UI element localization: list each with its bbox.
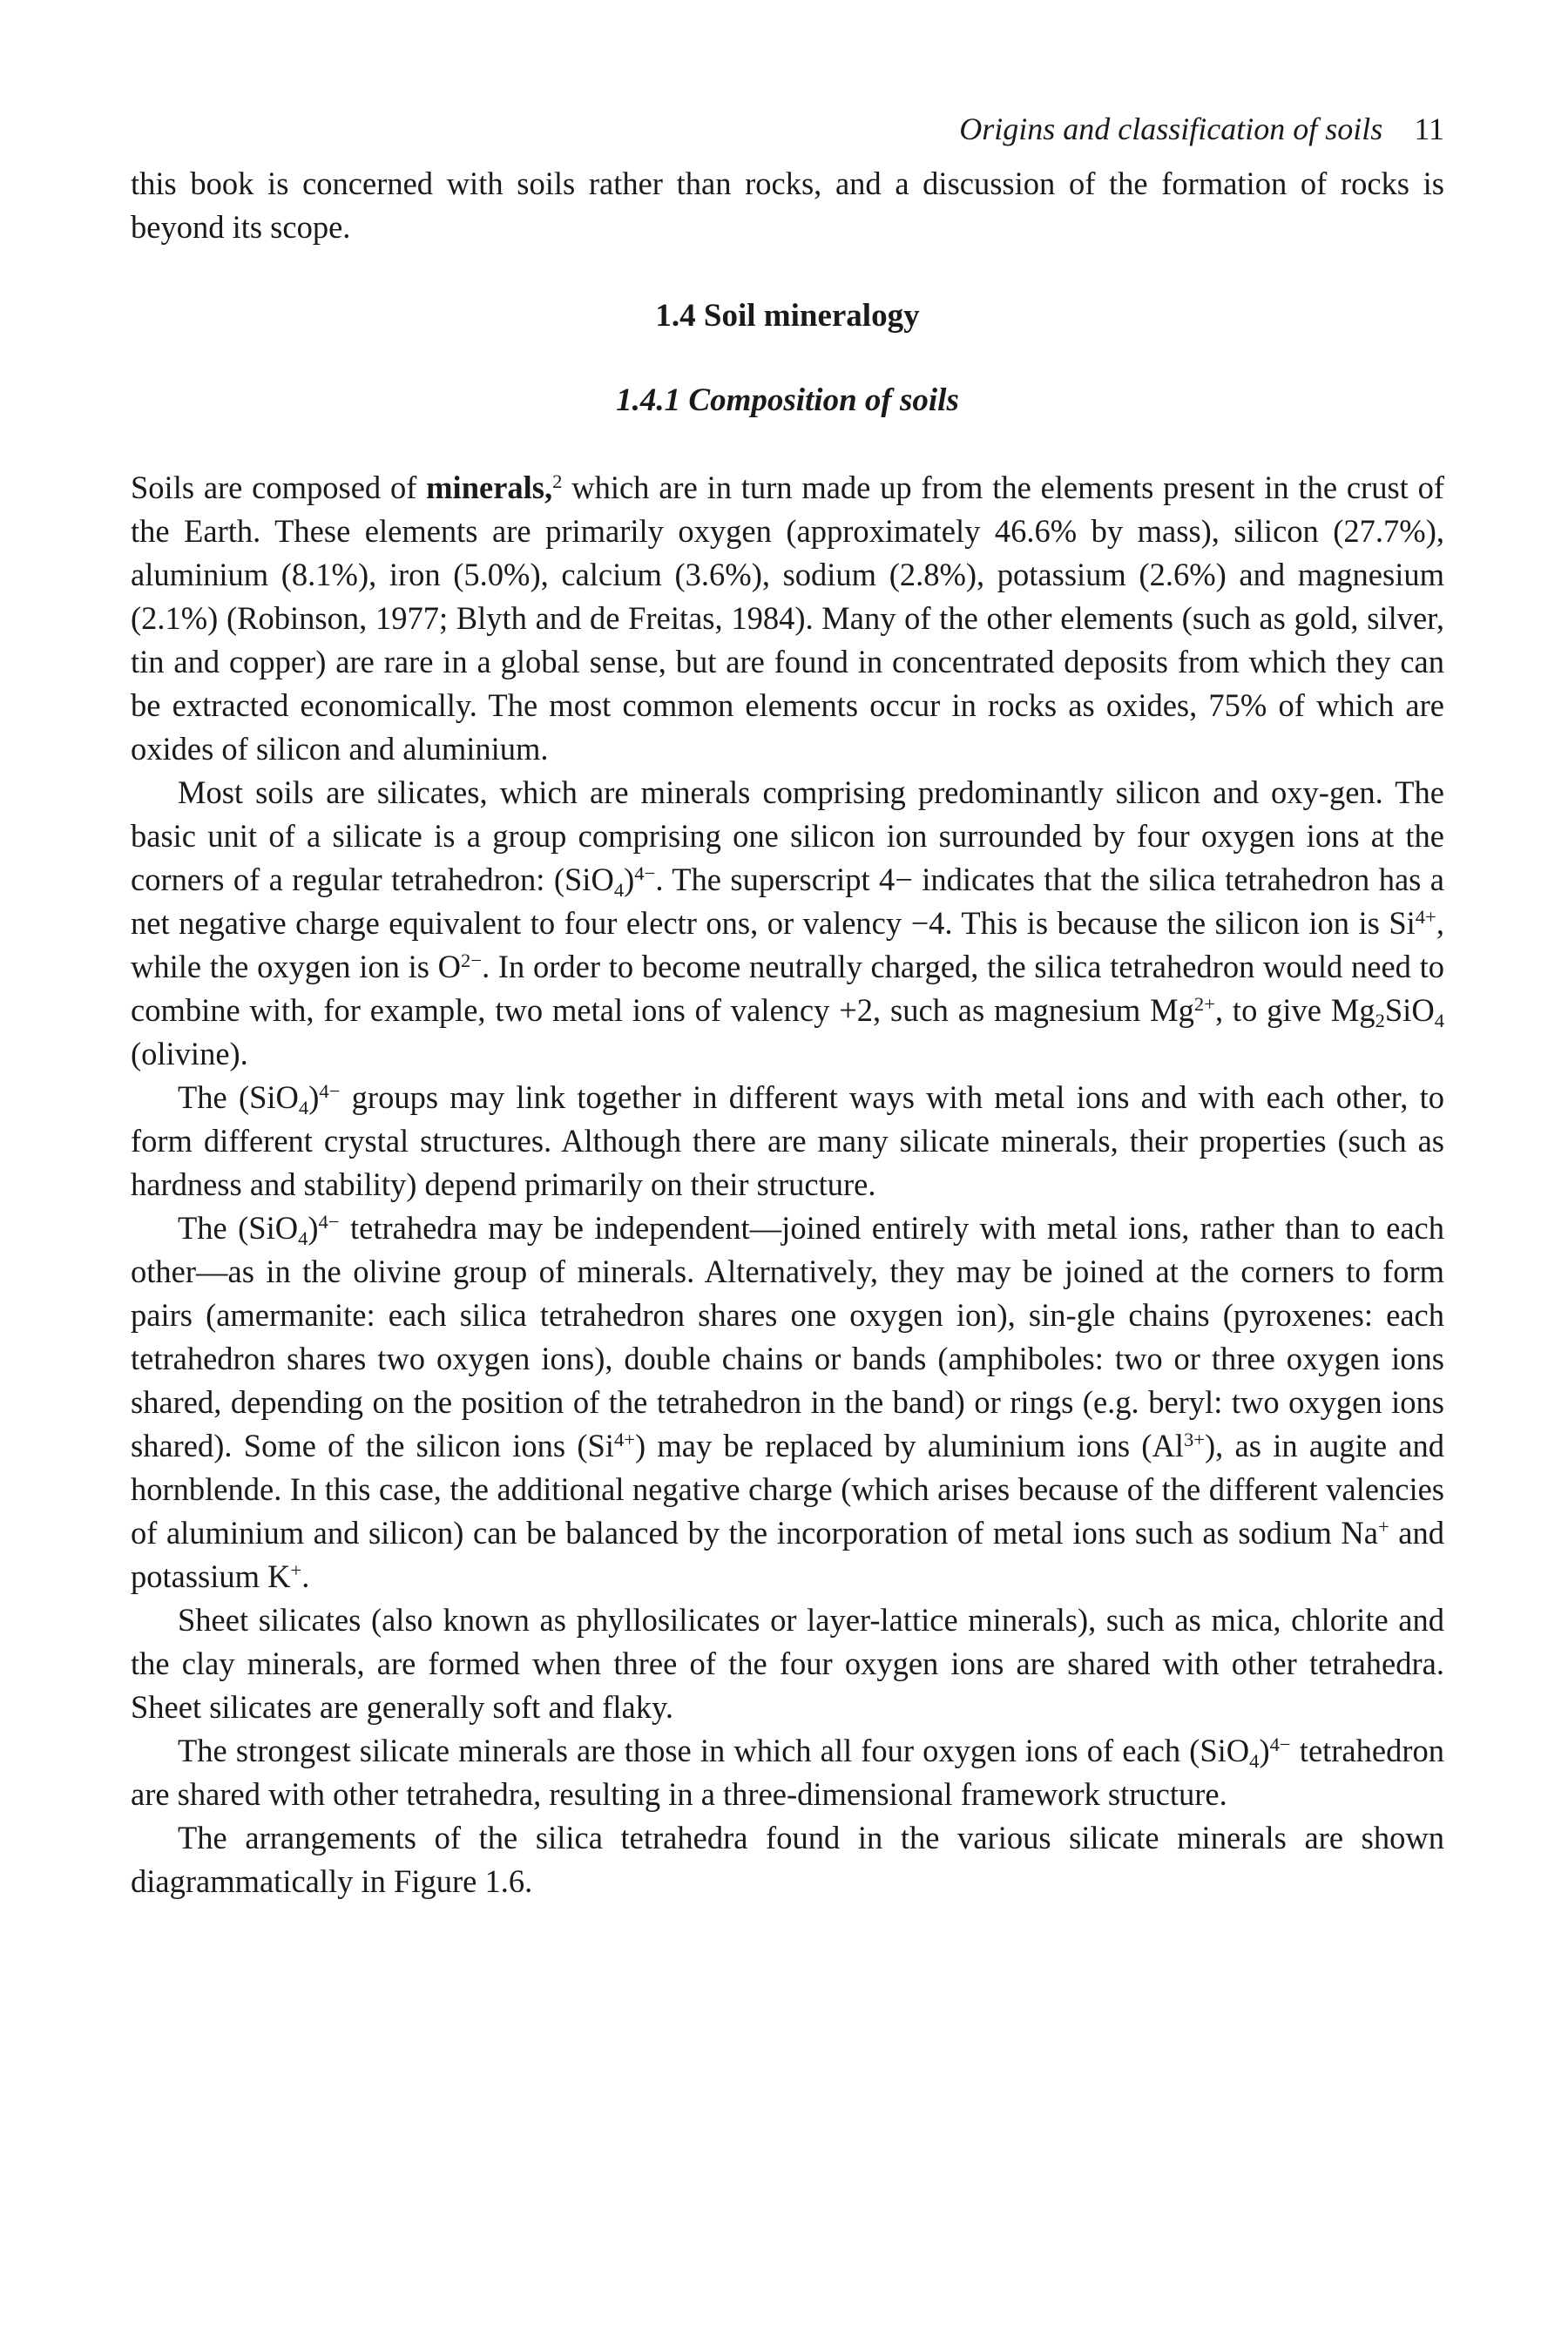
p6-sup: 4− — [1269, 1733, 1291, 1755]
paragraph-figure-reference: The arrangements of the silica tetrahedra found in the various silicate minerals are shown diagrammatically in Figure 1.6. — [131, 1820, 1444, 1899]
p6-text: ) — [1259, 1733, 1270, 1768]
paragraph-linking — [131, 1076, 1444, 1206]
p4-text: ) may be replaced by aluminium ions (Al — [635, 1428, 1184, 1463]
p3-text: groups may link together in different ways with metal ions and with each other, to form different crystal structures. Although there are many silicate minerals, their properties (such as hardness and stability) depend primarily on their structure. — [131, 1079, 1444, 1202]
section-heading: 1.4 Soil mineralogy — [655, 298, 920, 334]
p1-lead: Soils are composed of — [131, 470, 427, 505]
p6-text: tetrahedron are shared with other tetrahedra, resulting in a three-dimensional framework structure. — [131, 1733, 1444, 1812]
p6-text: The strongest silicate minerals are those in which all four oxygen ions of each (SiO — [178, 1733, 1250, 1768]
p4-sub: 4 — [298, 1227, 308, 1249]
p4-text: ), as in augite and hornblende. In this case, the additional negative charge (which arises because of the different valencies of aluminium and silicon) can be balanced by the incorporation of metal ions such as sodium Na — [131, 1428, 1444, 1551]
paragraph-framework — [131, 1729, 1444, 1816]
p3-sup: 4− — [319, 1079, 341, 1102]
p2-sup: 2− — [461, 949, 483, 971]
p2-sup: 2+ — [1193, 992, 1215, 1015]
p2-sub: 2 — [1375, 1009, 1385, 1031]
p4-sup: 3+ — [1183, 1428, 1206, 1450]
p4-text: and potassium K — [131, 1515, 1444, 1594]
p4-sup: + — [1377, 1515, 1389, 1538]
p4-sup: + — [290, 1558, 302, 1581]
p2-text: . The superscript 4− indicates that the silica tetrahedron has a net negative charge equivalent to four electr ons, or valency −4. This is because the silicon ion is Si — [131, 862, 1444, 941]
p2-text: SiO — [1384, 992, 1435, 1028]
p2-text: . In order to become neutrally charged, the silica tetrahedron would need to combine with, for example, two metal ions of valency +2, such as magnesium Mg — [131, 949, 1444, 1028]
p2-sub: 4 — [1434, 1009, 1444, 1031]
subsection-heading: 1.4.1 Composition of soils — [616, 382, 959, 418]
p2-text: Most soils are silicates, which are minerals comprising predominantly silicon and oxy-gen. The basic unit of a silicate is a group comprising one silicon ion surrounded by four oxygen ions at the corners of a regular tetrahedron: (SiO — [131, 774, 1444, 897]
paragraph-composition — [131, 466, 1444, 771]
paragraph-tetrahedra — [131, 1206, 1444, 1598]
p2-text: ) — [624, 862, 635, 897]
p4-sup: 4− — [318, 1210, 340, 1233]
footnote-ref: 2 — [552, 470, 563, 492]
p2-sup: 4+ — [1415, 905, 1436, 928]
p4-text: . — [301, 1558, 310, 1594]
term-minerals: minerals, — [426, 470, 553, 505]
p2-text: , while the oxygen ion is O — [131, 905, 1444, 984]
p2-sub: 4 — [613, 878, 625, 901]
book-page — [131, 112, 1444, 1903]
p2-sup: 4− — [634, 862, 656, 884]
p3-text: ) — [308, 1079, 320, 1115]
running-head — [131, 112, 1444, 146]
page-number: 11 — [1414, 112, 1444, 146]
paragraph-silicates — [131, 771, 1444, 1076]
running-head-title: Origins and classification of soils — [959, 112, 1383, 146]
p4-text: The (SiO — [178, 1210, 299, 1246]
p4-text: tetrahedra may be independent—joined entirely with metal ions, rather than to each other—as in the olivine group of minerals. Alternatively, they may be joined at the corners to form pairs (amermanite: each silica tetrahedron shares one oxygen ion), sin-gle chains (pyroxenes: each tetrahedron shares two oxygen ions), double chains or bands (amphiboles: two or three oxygen ions shared, depending on the position of the tetrahedron in the band) or rings (e.g. beryl: two oxygen ions shared). Some of the silicon ions (Si — [131, 1210, 1444, 1463]
p3-text: The (SiO — [178, 1079, 299, 1115]
p2-text: (olivine). — [131, 1036, 248, 1071]
p4-sup: 4+ — [613, 1428, 636, 1450]
p3-sub: 4 — [298, 1096, 309, 1119]
p6-sub: 4 — [1249, 1749, 1260, 1772]
p2-text: , to give Mg — [1214, 992, 1375, 1028]
p1-rest: which are in turn made up from the elements present in the crust of the Earth. These elements are primarily oxygen (approximately 46.6% by mass), silicon (27.7%), aluminium (8.1%), iron (5.0%), calcium (3.6%), sodium (2.8%), potassium (2.6%) and magnesium (2.1%) (Robinson, 1977; Blyth and de Freitas, 1984). Many of the other elements (such as gold, silver, tin and copper) are rare in a global sense, but are found in concentrated deposits from which they can be extracted economically. The most common elements occur in rocks as oxides, 75% of which are oxides of silicon and aluminium. — [131, 470, 1444, 767]
continuation-paragraph: this book is concerned with soils rather than rocks, and a discussion of the formation of rocks is beyond its scope. — [131, 166, 1444, 245]
p4-text: ) — [308, 1210, 319, 1246]
paragraph-sheet-silicates: Sheet silicates (also known as phyllosilicates or layer-lattice minerals), such as mica, chlorite and the clay minerals, are formed when three of the four oxygen ions are shared with other tetrahedra. Sheet silicates are generally soft and flaky. — [131, 1602, 1444, 1725]
